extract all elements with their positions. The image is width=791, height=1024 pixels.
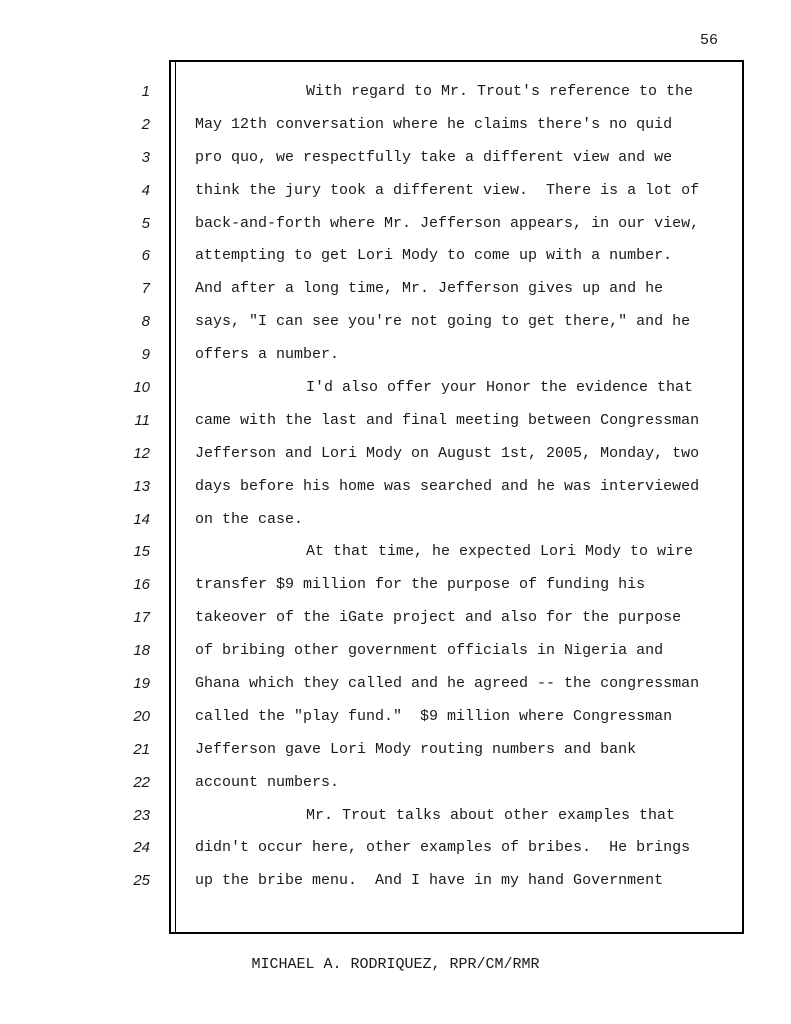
transcript-line: days before his home was searched and he was interviewed [195,477,700,495]
line-number: 13 [133,477,150,495]
transcript-line: I'd also offer your Honor the evidence that [306,379,694,397]
line-number: 17 [133,609,150,627]
transcript-line: of bribing other government officials in Nigeria and [195,642,664,660]
line-number: 9 [141,346,150,364]
line-number: 18 [133,642,150,660]
line-number: 3 [141,148,150,166]
line-number: 8 [141,313,150,331]
transcript-line: came with the last and final meeting between Congressman [195,411,700,429]
transcript-line: up the bribe menu. And I have in my hand Government [195,872,664,890]
transcript-line: attempting to get Lori Mody to come up with a number. [195,247,673,265]
transcript-line: pro quo, we respectfully take a different view and we [195,148,673,166]
line-number: 2 [141,115,150,133]
transcript-line: Ghana which they called and he agreed -- the congressman [195,675,700,693]
transcript-line: At that time, he expected Lori Mody to wire [306,543,694,561]
transcript-line: Jefferson and Lori Mody on August 1st, 2005, Monday, two [195,444,700,462]
transcript-line: back-and-forth where Mr. Jefferson appears, in our view, [195,214,700,232]
transcript-text [195,76,735,898]
line-number: 5 [141,214,150,232]
transcript-line: says, "I can see you're not going to get there," and he [195,313,691,331]
line-number: 16 [133,576,150,594]
line-number: 22 [133,773,150,791]
line-number: 7 [141,280,150,298]
transcript-line: And after a long time, Mr. Jefferson gives up and he [195,280,664,298]
transcript-line: offers a number. [195,346,340,364]
transcript-line: transfer $9 million for the purpose of funding his [195,576,646,594]
transcript-line: Mr. Trout talks about other examples that [306,806,676,824]
line-number-column [100,76,150,898]
transcript-line: on the case. [195,510,304,528]
transcript-line: Jefferson gave Lori Mody routing numbers and bank [195,740,637,758]
transcript-line: think the jury took a different view. There is a lot of [195,181,700,199]
line-number: 23 [133,806,150,824]
page-number: 56 [699,32,718,49]
line-number: 14 [133,510,150,528]
line-number: 15 [133,543,150,561]
line-number: 24 [133,839,150,857]
line-number: 11 [134,411,150,429]
line-number: 1 [141,83,150,100]
reporter-footer: MICHAEL A. RODRIQUEZ, RPR/CM/RMR [251,956,540,973]
line-number: 6 [141,247,150,265]
transcript-line: called the "play fund." $9 million where Congressman [195,707,673,725]
line-number: 4 [141,181,150,199]
line-number: 19 [133,675,150,693]
transcript-line: account numbers. [195,773,340,791]
transcript-line: With regard to Mr. Trout's reference to the [306,83,694,100]
transcript-line: May 12th conversation where he claims there's no quid [195,115,673,133]
line-number: 21 [133,740,150,758]
margin-rule [175,62,176,932]
line-number: 20 [133,707,150,725]
transcript-line: didn't occur here, other examples of bribes. He brings [195,839,691,857]
line-number: 12 [133,444,150,462]
line-number: 10 [133,379,150,397]
transcript-line: takeover of the iGate project and also for the purpose [195,609,682,627]
line-number: 25 [133,872,150,890]
